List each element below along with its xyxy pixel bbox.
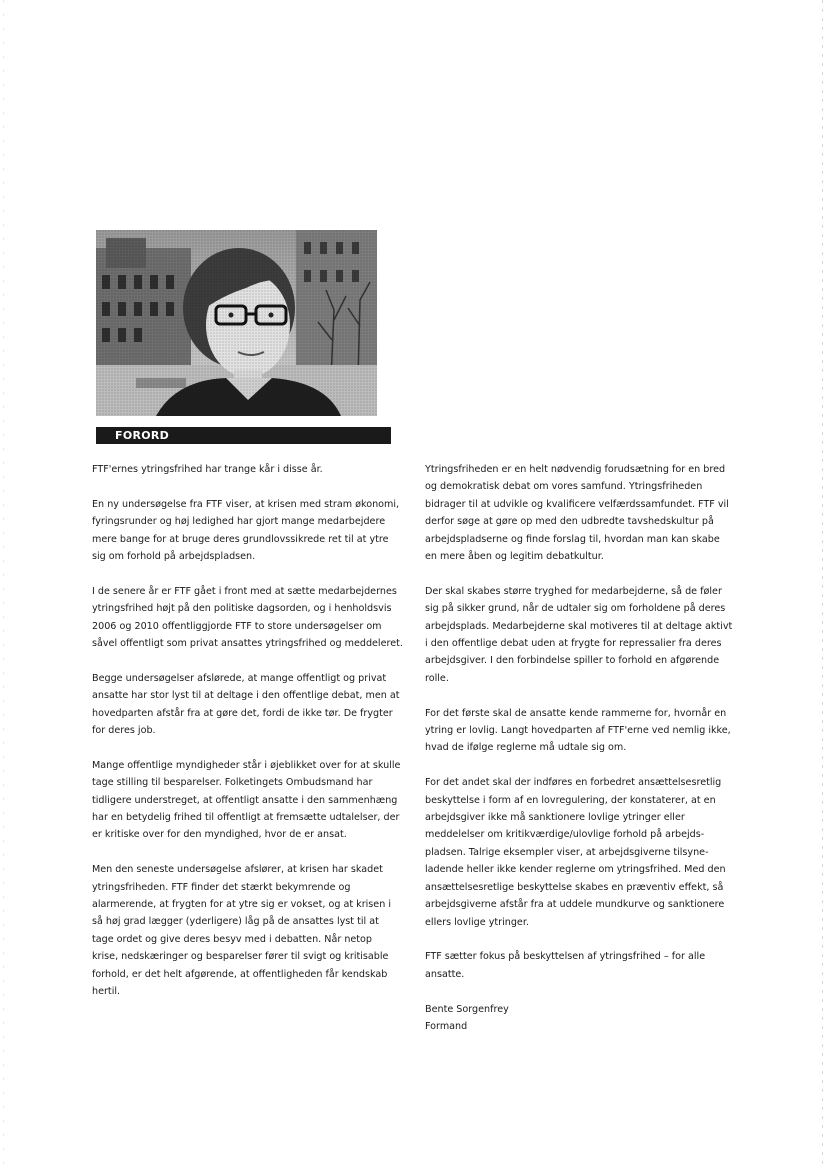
text-line: Ytringsfriheden er en helt nødvendig forudsætning for en bred — [425, 464, 726, 475]
paragraph — [425, 948, 730, 983]
paragraph — [92, 670, 400, 740]
paragraph — [425, 583, 733, 687]
text-line: For det andet skal der indføres en forbedret ansættelsesretlig — [425, 777, 722, 789]
text-line: ansatte har stor lyst til at deltage i den offentlige debat, men at — [92, 690, 400, 702]
text-line: tage stilling til besparelser. Folketingets Ombudsmand har — [92, 777, 373, 789]
text-line: 2006 og 2010 offentliggjorde FTF to store undersøgelser om — [92, 620, 382, 632]
text-line: såvel offentligt som privat ansattes ytringsfrihed og meddeleret. — [92, 638, 403, 650]
signature-title: Formand — [425, 1020, 468, 1032]
text-line: For det første skal de ansatte kende rammerne for, hvornår en — [425, 707, 727, 719]
right-column — [425, 461, 733, 1053]
text-line: Der skal skabes større tryghed for medarbejderne, så de føler — [425, 585, 722, 597]
text-line: for deres job. — [92, 725, 156, 737]
text-line: fyringsrunder og høj ledighed har gjort mange medarbejdere — [92, 516, 386, 528]
text-line: Mange offentlige myndigheder står i øjeblikket over for at skulle — [92, 759, 401, 771]
paragraph — [92, 496, 400, 566]
text-line: arbejdsgiverne afstår fra at uddele mundkurve og sanktionere — [425, 899, 725, 911]
text-line: hvad de ifølge reglerne må udtale sig om. — [425, 742, 627, 754]
scan-edge-right — [822, 0, 823, 1168]
signature-block — [425, 1001, 730, 1036]
paragraph — [92, 461, 397, 478]
text-line: ellers lovlige ytringer. — [425, 916, 529, 928]
text-line: arbejdsgiver ikke må sanktionere lovlige ytringer eller — [425, 812, 685, 824]
text-line: arbejdspladserne og finde forslag til, hvordan man kan skabe — [425, 533, 720, 545]
text-line: så høj grad lægger (yderligere) låg på de ansattes lyst til at — [92, 916, 379, 928]
text-line: hovedparten afstår fra at gøre det, fordi de ikke tør. De frygter — [92, 707, 393, 719]
text-line: ansættelsesretlige beskyttelse skabes en præventiv effekt, så — [425, 881, 724, 893]
scan-edge-left — [3, 0, 4, 1168]
text-line: bidrager til at udvikle og kvalificere velfærdssamfundet. FTF vil — [425, 498, 729, 510]
text-line: tage ordet og give deres besyv med i debatten. Når netop — [92, 933, 373, 945]
text-line: arbejdsplads. Medarbejderne skal motiveres til at deltage aktivt — [425, 620, 733, 632]
text-line: beskyttelse i form af en lovregulering, der konstaterer, at en — [425, 794, 716, 806]
paragraph — [92, 861, 397, 1000]
text-line: Begge undersøgelser afslørede, at mange offentligt og privat — [92, 672, 387, 684]
text-line: en mere åben og legitim debatkultur. — [425, 551, 604, 563]
portrait-photo — [96, 230, 377, 416]
text-line: arbejdsgiver. I den forbindelse spiller to forhold en afgørende — [425, 655, 720, 667]
text-line: er kritiske over for den myndighed, hvor de er ansat. — [92, 829, 347, 841]
text-line: ytringsfriheden. FTF finder det stærkt bekymrende og — [92, 881, 351, 893]
text-line: i den offentlige debat uden at frygte for repressalier fra deres — [425, 638, 722, 650]
paragraph — [425, 774, 730, 931]
left-column — [92, 461, 403, 1018]
text-line: alarmerende, at frygten for at ytre sig er vokset, og at krisen i — [92, 899, 392, 911]
signature-name: Bente Sorgenfrey — [425, 1003, 509, 1015]
text-line: pladsen. Talrige eksempler viser, at arbejdsgiverne tilsyne- — [425, 846, 709, 858]
text-line: og demokratisk debat om vores samfund. Ytringsfriheden — [425, 481, 703, 493]
text-line: rolle. — [425, 672, 449, 684]
text-line: tidligere understreget, at offentligt ansatte i den sammenhæng — [92, 794, 398, 806]
text-line: meddelelser om kritikværdige/ulovlige forhold på arbejds- — [425, 829, 705, 841]
section-title: FORORD — [115, 429, 170, 442]
text-line: ansatte. — [425, 968, 465, 980]
text-line: sig om forhold på arbejdspladsen. — [92, 551, 256, 563]
section-header-bar — [96, 427, 391, 444]
text-line: FTF sætter fokus på beskyttelsen af ytringsfrihed – for alle — [425, 951, 706, 963]
text-line: ladende heller ikke kender reglerne om ytringsfrihed. Med den — [425, 864, 726, 876]
text-line: mere bange for at bruge deres grundlovssikrede ret til at ytre — [92, 533, 389, 545]
text-line: hertil. — [92, 986, 121, 998]
text-line: derfor søge at gøre op med den udbredte tavshedskultur på — [425, 516, 714, 528]
paragraph — [425, 705, 730, 757]
text-line: I de senere år er FTF gået i front med at sætte medarbejdernes — [92, 585, 397, 597]
text-line: ytringsfrihed højt på den politiske dagsorden, og i henholdsvis — [92, 603, 392, 615]
text-line: forhold, er det helt afgørende, at offentligheden får kendskab — [92, 968, 388, 980]
text-line: FTF'ernes ytringsfrihed har trange kår i disse år. — [92, 464, 323, 475]
paragraph — [92, 583, 403, 653]
paragraph — [92, 757, 401, 844]
text-line: krise, nedskæringer og besparelser fører til svigt og kritisable — [92, 951, 389, 963]
text-line: En ny undersøgelse fra FTF viser, at krisen med stram økonomi, — [92, 498, 400, 510]
text-line: sig på sikker grund, når de udtaler sig om forholdene på deres — [425, 603, 726, 615]
text-line: ytring er lovlig. Langt hovedparten af FTF'erne ved nemlig ikke, — [425, 725, 731, 737]
text-line: har en betydelig frihed til offentligt at fremsætte udtalelser, der — [92, 812, 400, 824]
paragraph — [425, 461, 730, 565]
text-line: Men den seneste undersøgelse afslører, at krisen har skadet — [92, 864, 383, 876]
